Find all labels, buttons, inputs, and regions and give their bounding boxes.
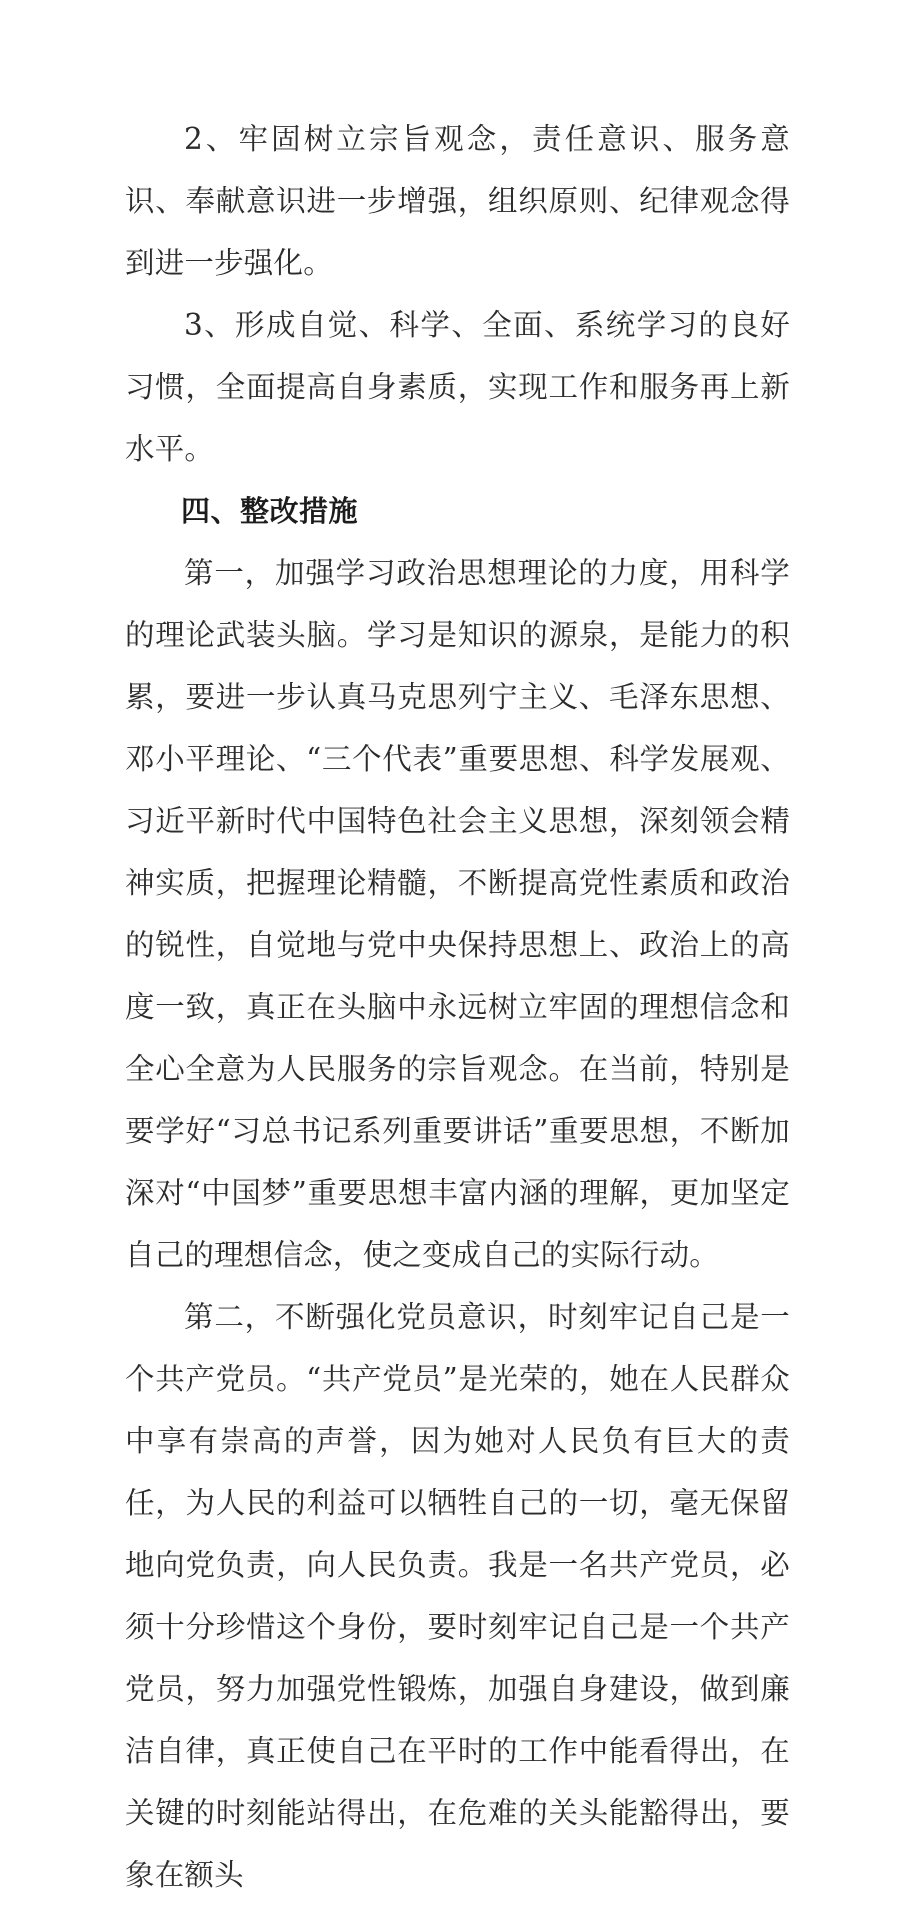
- section-heading-four: 四、整改措施: [181, 494, 359, 528]
- paragraph-item-2: 2、牢固树立宗旨观念，责任意识、服务意识、奉献意识进一步增强，组织原则、纪律观念得到进一步强化。: [125, 122, 790, 280]
- paragraph-measure-second: 第二，不断强化党员意识，时刻牢记自己是一个共产党员。“共产党员”是光荣的，她在人民群众中享有崇高的声誉，因为她对人民负有巨大的责任，为人民的利益可以牺牲自己的一切，毫无保留地向党负责，向人民负责。我是一名共产党员，必须十分珍惜这个身份，要时刻牢记自己是一个共产党员，努力加强党性锻炼，加强自身建设，做到廉洁自律，真正使自己在平时的工作中能看得出，在关键的时刻能站得出，在危难的关头能豁得出，要象在额头: [125, 1300, 790, 1892]
- paragraph-measure-first: 第一，加强学习政治思想理论的力度，用科学的理论武装头脑。学习是知识的源泉，是能力的积累，要进一步认真马克思列宁主义、毛泽东思想、邓小平理论、“三个代表”重要思想、科学发展观、习近平新时代中国特色社会主义思想，深刻领会精神实质，把握理论精髓，不断提高党性素质和政治的锐性，自觉地与党中央保持思想上、政治上的高度一致，真正在头脑中永远树立牢固的理想信念和全心全意为人民服务的宗旨观念。在当前，特别是要学好“习总书记系列重要讲话”重要思想，不断加深对“中国梦”重要思想丰富内涵的理解，更加坚定自己的理想信念，使之变成自己的实际行动。: [125, 556, 790, 1272]
- paragraph-item-3: 3、形成自觉、科学、全面、系统学习的良好习惯，全面提高自身素质，实现工作和服务再上新水平。: [125, 308, 790, 466]
- document-text-body: [125, 108, 790, 1906]
